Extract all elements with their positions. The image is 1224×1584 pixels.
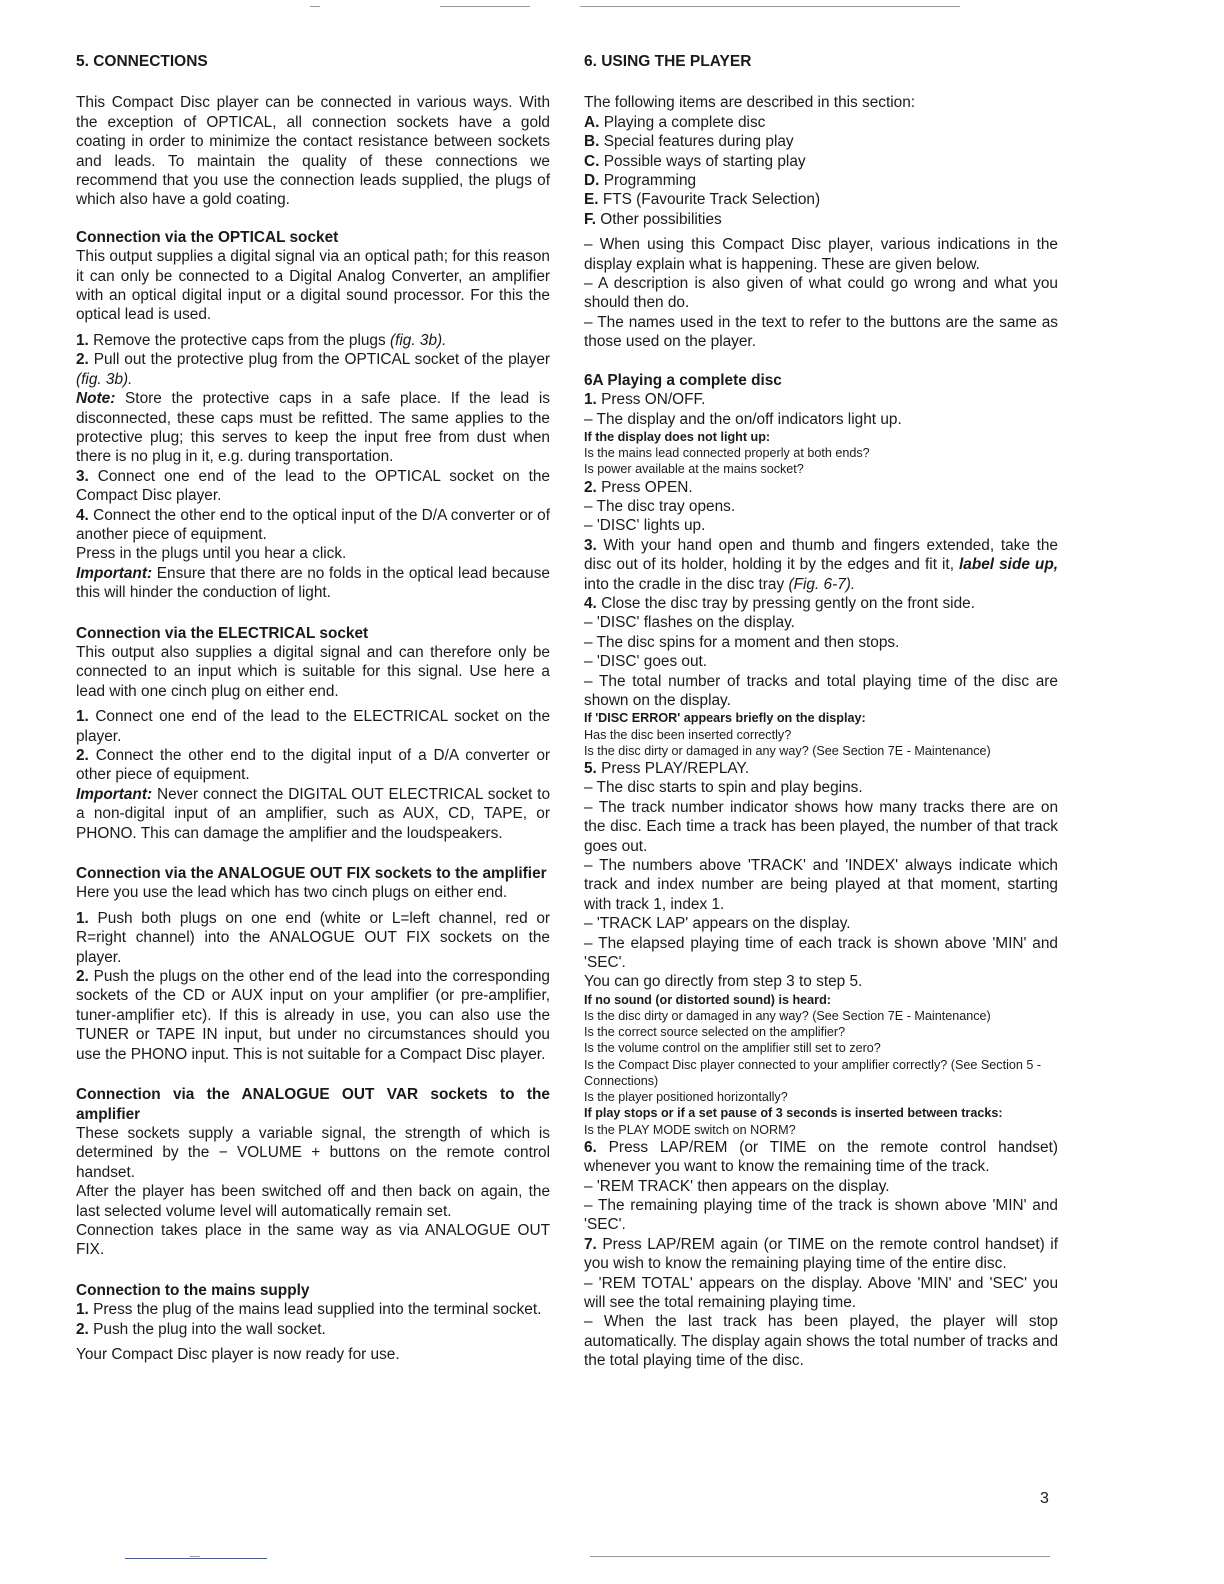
var-section xyxy=(76,1085,550,1260)
optical-body: This output supplies a digital signal via an optical path; for this reason it can only be connected to a Digital Analog Converter, an amplifier with an optical digital input or a digital sound processor. For this the optical lead is used. xyxy=(76,248,550,324)
troubleshoot-line: Is the mains lead connected properly at both ends? xyxy=(584,446,870,461)
section-title-using-player: 6. USING THE PLAYER xyxy=(584,53,752,70)
play-step-5-result: – The elapsed playing time of each track is shown above 'MIN' and 'SEC'. xyxy=(584,934,1058,972)
step-text: Press the plug of the mains lead supplied into the terminal socket. xyxy=(93,1301,542,1319)
list-item xyxy=(584,113,1058,132)
mains-heading: Connection to the mains supply xyxy=(76,1281,310,1299)
step-number: 1. xyxy=(76,1301,89,1319)
mains-step-1 xyxy=(76,1300,550,1319)
connections-intro: This Compact Disc player can be connected in various ways. With the exception of OPTICAL, all connection sockets have a gold coating in order to minimize the contact resistance between sockets and leads. To maintain the quality of these connections we recommend that you use the connection leads supplied, the plugs of which also have a gold coating. xyxy=(76,94,550,209)
optical-step-4 xyxy=(76,506,550,545)
play-step-2-result: – 'DISC' lights up. xyxy=(584,517,706,535)
play-step-4-result: – The total number of tracks and total playing time of the disc are shown on the display. xyxy=(584,672,1058,709)
item-letter: E. xyxy=(584,191,599,209)
optical-section xyxy=(76,228,550,603)
electrical-heading: Connection via the ELECTRICAL socket xyxy=(76,624,369,642)
troubleshoot-line: Is the PLAY MODE switch on NORM? xyxy=(584,1122,796,1137)
footer-rule xyxy=(125,1558,267,1559)
list-item xyxy=(584,132,1058,151)
var-body-3: Connection takes place in the same way as via ANALOGUE OUT FIX. xyxy=(76,1221,550,1259)
optical-step-1 xyxy=(76,331,550,350)
important-text: Ensure that there are no folds in the optical lead because this will hinder the conduction of light. xyxy=(76,564,550,602)
step-text: Press LAP/REM (or TIME on the remote control handset) whenever you want to know the remaining time of the track. xyxy=(584,1138,1058,1176)
step-number: 4. xyxy=(584,594,597,612)
left-column xyxy=(76,52,550,1364)
troubleshoot-heading-play-stops: If play stops or if a set pause of 3 seconds is inserted between tracks: xyxy=(584,1106,1003,1121)
note-label: Note: xyxy=(76,390,116,408)
mains-step-2 xyxy=(76,1320,550,1339)
item-letter: C. xyxy=(584,152,600,170)
right-column xyxy=(584,52,1058,1371)
fix-body: Here you use the lead which has two cinch plugs on either end. xyxy=(76,884,508,902)
play-step-5-result: – The numbers above 'TRACK' and 'INDEX' always indicate which track and index number are being played at that moment, starting with track 1, index 1. xyxy=(584,857,1058,913)
step-text: Connect the other end to the digital input of a D/A converter or other piece of equipment. xyxy=(76,747,551,784)
mains-section xyxy=(76,1281,550,1365)
step-number: 2. xyxy=(76,1320,89,1338)
item-text: Programming xyxy=(603,172,697,190)
play-step-2-result: – The disc tray opens. xyxy=(584,497,736,515)
item-letter: F. xyxy=(584,210,596,228)
troubleshoot-line: Is the Compact Disc player connected to your amplifier correctly? (See Section 5 - Connections) xyxy=(584,1057,1042,1088)
items-list xyxy=(584,113,1058,229)
list-item xyxy=(584,171,1058,190)
figure-ref: (Fig. 6-7). xyxy=(788,575,856,593)
play-step-7 xyxy=(584,1235,1058,1274)
electrical-body: This output also supplies a digital signal and can therefore only be connected to an input which is suitable for this signal. Use here a lead with one cinch plug on either end. xyxy=(76,643,550,700)
electrical-step-1 xyxy=(76,707,550,746)
step-text: Connect one end of the lead to the OPTICAL socket on the Compact Disc player. xyxy=(76,467,550,505)
item-letter: B. xyxy=(584,133,600,151)
step-number: 5. xyxy=(584,760,597,777)
using-note-3: – The names used in the text to refer to the buttons are the same as those used on the player. xyxy=(584,313,1058,351)
optical-press-in: Press in the plugs until you hear a click. xyxy=(76,545,347,563)
play-step-1-result: – The display and the on/off indicators light up. xyxy=(584,410,902,428)
item-text: Special features during play xyxy=(603,133,794,151)
troubleshoot-line: Is power available at the mains socket? xyxy=(584,462,804,477)
step-number: 7. xyxy=(584,1235,597,1253)
list-item xyxy=(584,210,1058,229)
troubleshoot-heading-display: If the display does not light up: xyxy=(584,429,771,444)
troubleshoot-line: Is the disc dirty or damaged in any way? (See Section 7E - Maintenance) xyxy=(584,1009,991,1024)
section-title-connections: 5. CONNECTIONS xyxy=(76,53,208,70)
important-text: Never connect the DIGITAL OUT ELECTRICAL socket to a non-digital input of an amplifier, such as AUX, CD, TAPE, or PHONO. This can damage the amplifier and the loudspeakers. xyxy=(76,785,551,842)
page-number: 3 xyxy=(1040,1490,1049,1507)
troubleshoot-heading-no-sound: If no sound (or distorted sound) is heard: xyxy=(584,992,831,1007)
play-section xyxy=(584,371,1058,1371)
step-text: With your hand open and thumb and fingers extended, take the disc out of its holder, holding it by the edges and fit it, xyxy=(584,536,1058,574)
play-step-5-result: You can go directly from step 3 to step 5. xyxy=(584,973,863,991)
step-number: 1. xyxy=(584,391,597,409)
step-number: 3. xyxy=(584,536,597,554)
step-text: Remove the protective caps from the plugs xyxy=(93,331,386,349)
step-number: 6. xyxy=(584,1138,597,1156)
step-text: Pull out the protective plug from the OPTICAL socket of the player xyxy=(93,351,550,369)
fix-section xyxy=(76,864,550,1064)
step-text: Push the plugs on the other end of the lead into the corresponding sockets of the CD or AUX input on your amplifier (or pre-amplifier, tuner-amplifier etc). If this is already in use, you can also use the TUNER or TAPE IN input, but under no circumstances should you use the PHONO input. This is not suitable for a Compact Disc player. xyxy=(76,968,550,1063)
troubleshoot-line: Is the volume control on the amplifier still set to zero? xyxy=(584,1041,881,1056)
var-body-2: After the player has been switched off and then back on again, the last selected volume level will automatically remain set. xyxy=(76,1183,550,1220)
step-text: Push the plug into the wall socket. xyxy=(93,1320,326,1338)
play-step-1 xyxy=(584,390,1058,409)
optical-step-3 xyxy=(76,467,550,506)
play-step-5-result: – The track number indicator shows how many tracks there are on the disc. Each time a track has been played, the number of that track goes out. xyxy=(584,798,1058,855)
item-text: FTS (Favourite Track Selection) xyxy=(602,191,821,209)
step-text: Press OPEN. xyxy=(601,478,693,496)
item-text: Other possibilities xyxy=(600,210,722,228)
emphasis-text: label side up, xyxy=(959,556,1059,574)
list-item xyxy=(584,190,1058,209)
play-heading: 6A Playing a complete disc xyxy=(584,371,782,389)
step-number: 3. xyxy=(76,467,89,485)
mains-ready: Your Compact Disc player is now ready for use. xyxy=(76,1345,400,1363)
step-number: 1. xyxy=(76,708,89,726)
step-number: 1. xyxy=(76,909,89,927)
play-step-4-result: – The disc spins for a moment and then stops. xyxy=(584,633,900,651)
play-step-6-result: – The remaining playing time of the track is shown above 'MIN' and 'SEC'. xyxy=(584,1196,1058,1234)
step-number: 1. xyxy=(76,331,89,349)
play-step-6-result: – 'REM TRACK' then appears on the display. xyxy=(584,1177,890,1195)
item-text: Playing a complete disc xyxy=(603,113,766,131)
play-step-4-result: – 'DISC' goes out. xyxy=(584,653,708,671)
electrical-important xyxy=(76,785,550,843)
play-step-7-result: – 'REM TOTAL' appears on the display. Above 'MIN' and 'SEC' you will see the total remaining playing time. xyxy=(584,1274,1058,1311)
step-text: Push both plugs on one end (white or L=left channel, red or R=right channel) into the ANALOGUE OUT FIX sockets on the player. xyxy=(76,909,551,966)
troubleshoot-line: Is the player positioned horizontally? xyxy=(584,1090,788,1105)
item-text: Possible ways of starting play xyxy=(603,152,806,170)
troubleshoot-line: Is the correct source selected on the amplifier? xyxy=(584,1025,846,1040)
var-heading: Connection via the ANALOGUE OUT VAR sockets to the amplifier xyxy=(76,1086,550,1123)
step-number: 4. xyxy=(76,506,89,524)
play-step-3 xyxy=(584,536,1058,594)
play-step-7-result: – When the last track has been played, the player will stop automatically. The display again shows the total number of tracks and the total playing time of the disc. xyxy=(584,1313,1058,1370)
step-text: Press LAP/REM again (or TIME on the remote control handset) if you wish to know the remaining playing time of the entire disc. xyxy=(584,1235,1058,1273)
troubleshoot-line: Is the disc dirty or damaged in any way? (See Section 7E - Maintenance) xyxy=(584,743,991,758)
troubleshoot-heading-disc-error: If 'DISC ERROR' appears briefly on the display: xyxy=(584,711,866,726)
fix-step-2 xyxy=(76,967,550,1064)
play-step-4 xyxy=(584,594,1058,613)
play-step-6 xyxy=(584,1138,1058,1177)
electrical-step-2 xyxy=(76,746,550,785)
step-text: Press ON/OFF. xyxy=(601,391,706,409)
note-text: Store the protective caps in a safe place. If the lead is disconnected, these caps must be refitted. The same applies to the protective plug; this serves to keep the input free from dust when there is no plug in it, e.g. during transportation. xyxy=(76,390,550,466)
using-note-2: – A description is also given of what could go wrong and what you should then do. xyxy=(584,275,1058,312)
step-text: Connect the other end to the optical input of the D/A converter or of another piece of equipment. xyxy=(76,506,550,543)
step-number: 2. xyxy=(76,968,89,986)
list-item xyxy=(584,152,1058,171)
step-text: Press PLAY/REPLAY. xyxy=(601,760,750,777)
troubleshoot-line: Has the disc been inserted correctly? xyxy=(584,727,792,742)
step-number: 2. xyxy=(76,747,89,764)
important-label: Important: xyxy=(76,564,153,582)
items-intro: The following items are described in this section: xyxy=(584,94,916,112)
var-body-1: These sockets supply a variable signal, the strength of which is determined by the − VOLUME + buttons on the remote control handset. xyxy=(76,1124,550,1181)
using-note-1: – When using this Compact Disc player, various indications in the display explain what is happening. These are given below. xyxy=(584,236,1058,273)
figure-ref: (fig. 3b). xyxy=(76,370,133,388)
optical-heading: Connection via the OPTICAL socket xyxy=(76,228,339,246)
figure-ref: (fig. 3b). xyxy=(389,331,447,349)
optical-note xyxy=(76,389,550,467)
play-step-5-result: – 'TRACK LAP' appears on the display. xyxy=(584,915,851,933)
fix-step-1 xyxy=(76,909,550,967)
play-step-5-result: – The disc starts to spin and play begins. xyxy=(584,779,863,797)
step-number: 2. xyxy=(76,351,89,369)
optical-important xyxy=(76,564,550,603)
important-label: Important: xyxy=(76,785,153,803)
electrical-section xyxy=(76,624,550,843)
play-step-5 xyxy=(584,759,1058,778)
item-letter: A. xyxy=(584,113,600,131)
step-text: Close the disc tray by pressing gently on the front side. xyxy=(601,594,975,612)
play-step-2 xyxy=(584,478,1058,497)
play-step-4-result: – 'DISC' flashes on the display. xyxy=(584,614,795,632)
step-text: into the cradle in the disc tray xyxy=(584,575,785,593)
item-letter: D. xyxy=(584,172,600,190)
fix-heading: Connection via the ANALOGUE OUT FIX sockets to the amplifier xyxy=(76,865,547,883)
optical-step-2 xyxy=(76,350,550,389)
step-number: 2. xyxy=(584,478,597,496)
step-text: Connect one end of the lead to the ELECTRICAL socket on the player. xyxy=(76,708,550,745)
